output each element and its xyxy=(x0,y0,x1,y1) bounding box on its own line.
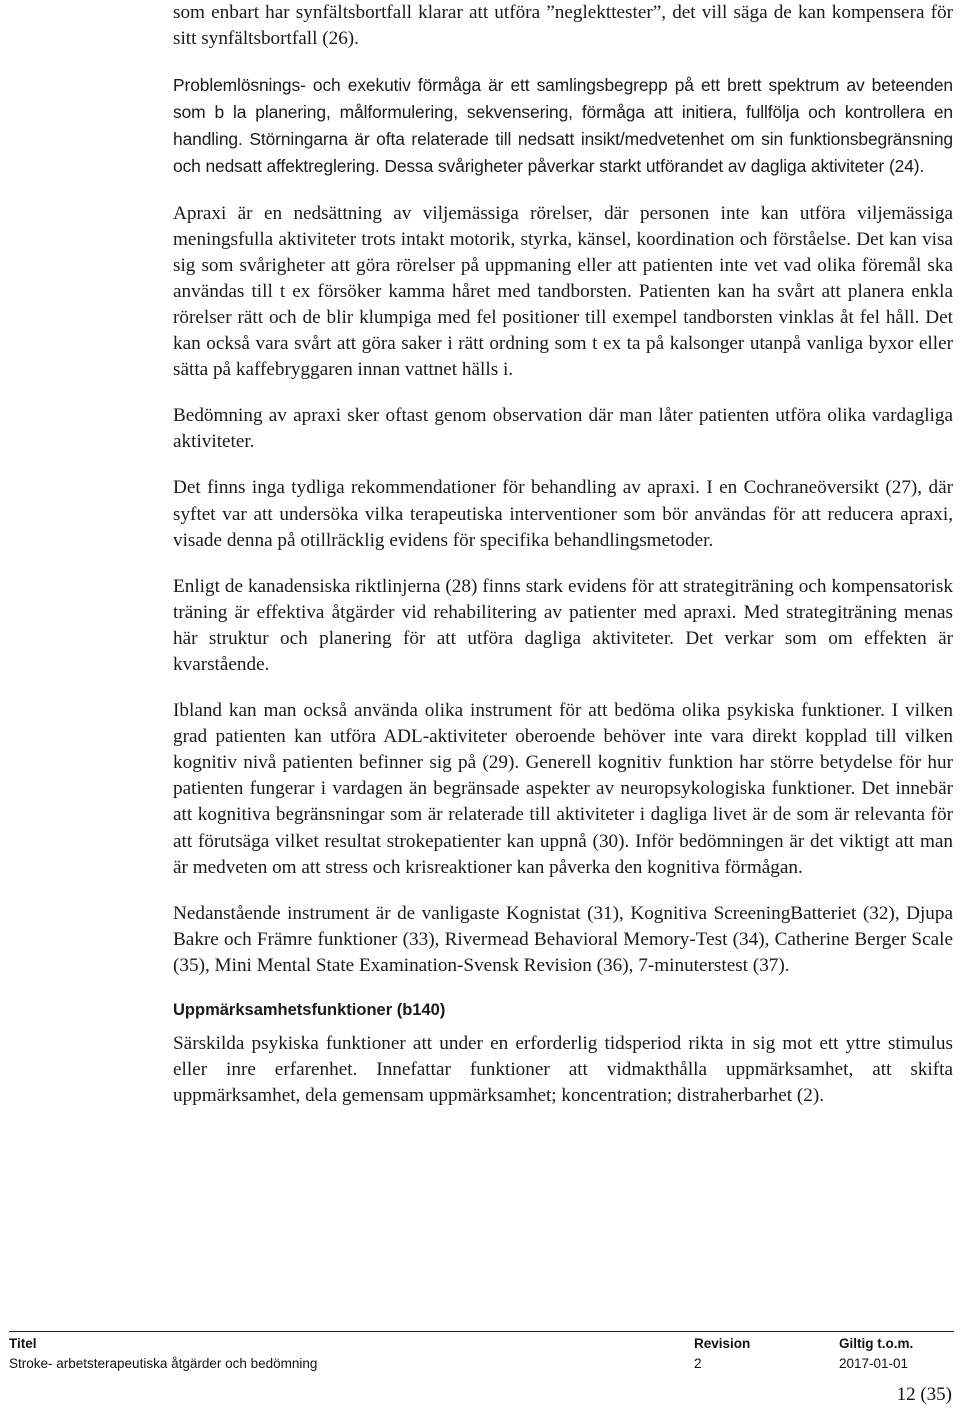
paragraph-neglect: som enbart har synfältsbortfall klarar att utföra ”neglekttester”, det vill säga de kan kompensera för sitt synfältsbortfall (26). xyxy=(173,2,953,50)
footer-labels-row xyxy=(9,1332,954,1352)
footer-revision-label: Revision xyxy=(694,1336,751,1351)
section-heading: Uppmärksamhetsfunktioner (b140) xyxy=(173,1001,446,1019)
document-body xyxy=(173,0,953,1129)
paragraph-instruments: Ibland kan man också använda olika instrument för att bedöma olika psykiska funktioner. I vilken grad patienten kan utföra ADL-aktiviteter oberoende behöver inte vara direkt kopplad till vilken kognitiv nivå patienten befinner sig på (29). Generell kognitiv funktion har större betydelse för hur patienten fungerar i vardagen än begränsade aspekter av neuropsykologiska funktioner. Det innebär att kognitiva begränsningar som är relaterade till aktiviteter i dagliga livet är de som är relevanta för att förutsäga vilket resultat strokepatienter kan uppnå (30). Inför bedömningen är det viktigt att man är medveten om att stress och krisreaktioner kan påverka den kognitiva förmågan. xyxy=(173,700,953,878)
paragraph-recommendations: Det finns inga tydliga rekommendationer för behandling av apraxi. I en Cochraneöversikt (27), där syftet var att undersöka vilka terapeutiska interventioner som bör användas för att reducera apraxi, visade denna på otillräcklig evidens för specifika behandlingsmetoder. xyxy=(173,477,953,551)
footer-title-label: Titel xyxy=(9,1336,37,1351)
footer-valid-value: 2017-01-01 xyxy=(839,1356,909,1371)
page-number: 12 (35) xyxy=(896,1384,952,1405)
section-body: Särskilda psykiska funktioner att under en erforderlig tidsperiod rikta in sig mot ett yttre stimulus eller inre erfarenhet. Innefattar funktioner att vidmakthålla uppmärksamhet, att skifta uppmärksamhet, dela gemensam uppmärksamhet; koncentration; distraherbarhet (2). xyxy=(173,1033,953,1107)
paragraph-guidelines: Enligt de kanadensiska riktlinjerna (28) finns stark evidens för att strategiträning och kompensatorisk träning är effektiva åtgärder vid rehabilitering av patienter med apraxi. Med strategiträning menas här struktur och planering för att utföra dagliga aktiviteter. Det verkar som om effekten är kvarstående. xyxy=(173,575,953,675)
paragraph-executive xyxy=(173,72,953,180)
page-footer xyxy=(9,1331,954,1372)
paragraph-instrument-list: Nedanstående instrument är de vanligaste Kognistat (31), Kognitiva ScreeningBatteriet (32), Djupa Bakre och Främre funktioner (33), Rivermead Behavioral Memory-Test (34), Catherine Berger Scale (35), Mini Mental State Examination-Svensk Revision (36), 7-minuterstest (37). xyxy=(173,902,953,976)
footer-title-value: Stroke- arbetsterapeutiska åtgärder och bedömning xyxy=(9,1356,318,1371)
footer-valid-label: Giltig t.o.m. xyxy=(839,1336,914,1351)
footer-values-row xyxy=(9,1352,954,1372)
paragraph-assessment: Bedömning av apraxi sker oftast genom observation där man låter patienten utföra olika vardagliga aktiviteter. xyxy=(173,405,953,453)
paragraph-apraxia: Apraxi är en nedsättning av viljemässiga rörelser, där personen inte kan utföra viljemässiga meningsfulla aktiviteter trots intakt motorik, styrka, känsel, koordination och förståelse. Det kan visa sig som svårigheter att göra rörelser på uppmaning eller att patienten inte vet vad olika föremål ska användas till t ex försöker kamma håret med tandborsten. Patienten kan ha svårt att planera enkla rörelser rätt och de blir klumpiga med fel positioner till exempel tandborsten vinklas åt fel håll. Det kan också vara svårt att göra saker i rätt ordning som t ex ta på kalsonger utanpå vanliga byxor eller sätta på kaffebryggaren innan vattnet hälls i. xyxy=(173,202,953,381)
paragraph-executive-rest: Störningarna är ofta relaterade till nedsatt insikt/medvetenhet om sin funktionsbegränsning och nedsatt affektreglering. Dessa svårigheter påverkar starkt utförandet av dagliga aktiviteter (24). xyxy=(173,129,953,177)
footer-revision-value: 2 xyxy=(694,1356,702,1371)
paragraph-executive-lead: Problemlösnings- och exekutiv förmåga är ett samlingsbegrepp på ett brett spektrum av beteenden som b la planering, målformulering, sekvensering, förmåga att initiera, fullfölja och kontrollera en handling. xyxy=(173,75,953,150)
